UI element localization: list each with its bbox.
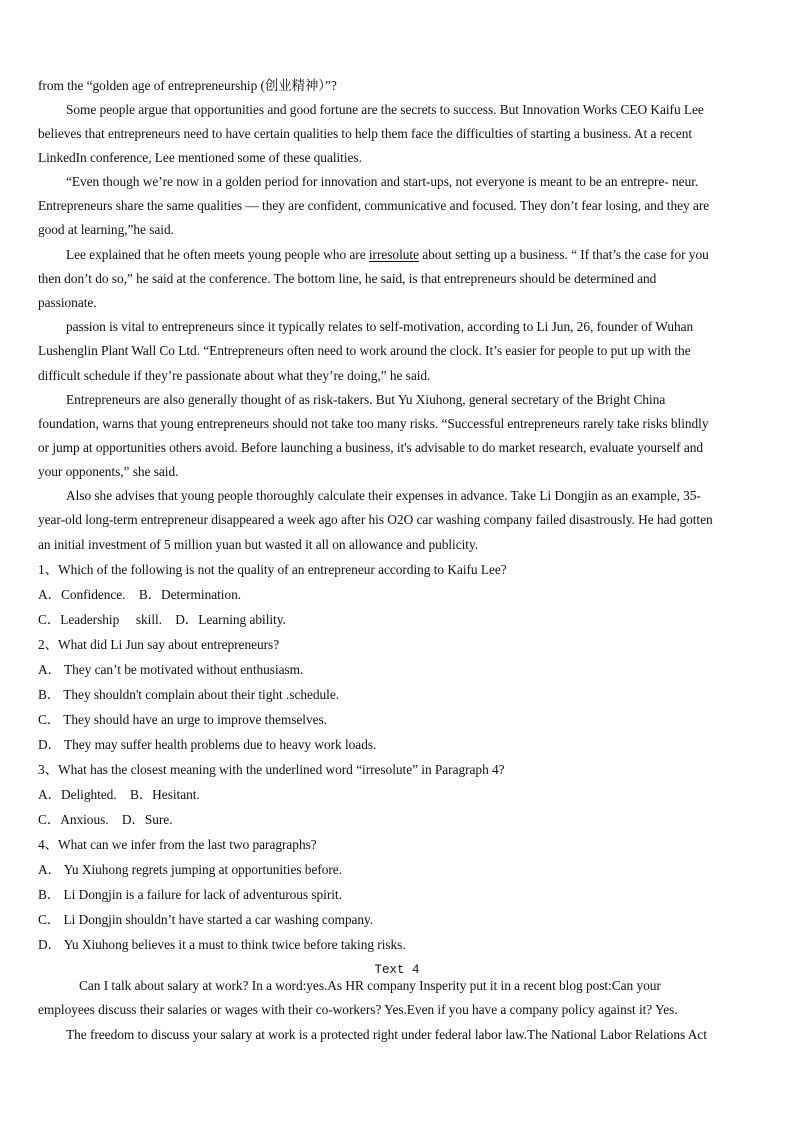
paragraph-line: difficult schedule if they’re passionate about what they’re doing,” he said.: [38, 368, 431, 383]
option-line: C． They should have an urge to improve themselves.: [38, 712, 327, 727]
text-run: about setting up a business. “ If that’s the case for you: [418, 247, 709, 262]
paragraph-line: Also she advises that young people thoroughly calculate their expenses in advance. Take Li Dongjin as an example, 35-: [66, 488, 701, 503]
question-stem: 3、What has the closest meaning with the underlined word “irresolute” in Paragraph 4?: [38, 762, 505, 777]
question-stem: 1、Which of the following is not the quality of an entrepreneur according to Kaifu Lee?: [38, 562, 507, 577]
paragraph-line: passionate.: [38, 295, 97, 310]
option-line: C． Li Dongjin shouldn’t have started a car washing company.: [38, 912, 374, 927]
option-line: C．Leadership skill. D．Learning ability.: [38, 612, 286, 627]
paragraph-line: Entrepreneurs share the same qualities — they are confident, communicative and focused. They don’t fear losing, and they are: [38, 198, 710, 213]
paragraph-line: year-old long-term entrepreneur disappeared a week ago after his O2O car washing company failed disastrously. He had gotten: [38, 512, 713, 527]
paragraph-line: “Even though we’re now in a golden period for innovation and start-ups, not everyone is meant to be an entrepre- neur.: [66, 174, 699, 189]
paragraph-line: employees discuss their salaries or wages with their co-workers? Yes.Even if you have a company policy against it? Yes.: [38, 1002, 678, 1017]
paragraph-line: an initial investment of 5 million yuan but wasted it all on allowance and publicity.: [38, 537, 479, 552]
paragraph-line: LinkedIn conference, Lee mentioned some of these qualities.: [38, 150, 362, 165]
option-line: C．Anxious. D．Sure.: [38, 812, 173, 827]
paragraph-line: foundation, warns that young entrepreneurs should not take too many risks. “Successful entrepreneurs rarely take risks blindly: [38, 416, 709, 431]
paragraph-line: [66, 247, 709, 263]
section-heading: Text 4: [374, 963, 420, 977]
option-line: B． They shouldn't complain about their tight .schedule.: [38, 687, 340, 702]
paragraph-line: passion is vital to entrepreneurs since it typically relates to self-motivation, according to Li Jun, 26, founder of Wuhan: [66, 319, 694, 334]
option-line: D． Yu Xiuhong believes it a must to think twice before taking risks.: [38, 937, 406, 952]
paragraph-line: good at learning,”he said.: [38, 222, 174, 237]
question-stem: 4、What can we infer from the last two paragraphs?: [38, 837, 317, 852]
option-line: A．Confidence. B．Determination.: [38, 587, 242, 602]
paragraph-line: The freedom to discuss your salary at work is a protected right under federal labor law.The National Labor Relations Act: [66, 1027, 707, 1042]
paragraph-line: then don’t do so,” he said at the conference. The bottom line, he said, is that entrepreneurs should be determined and: [38, 271, 657, 286]
option-line: A． Yu Xiuhong regrets jumping at opportunities before.: [38, 862, 342, 877]
question-stem: 2、What did Li Jun say about entrepreneurs?: [38, 637, 280, 652]
passage-continuation-line: from the “golden age of entrepreneurship (创业精神）”?: [38, 78, 337, 93]
option-line: A．Delighted. B．Hesitant.: [38, 787, 200, 802]
paragraph-line: Some people argue that opportunities and good fortune are the secrets to success. But Innovation Works CEO Kaifu Lee: [66, 102, 704, 117]
paragraph-line: Lushenglin Plant Wall Co Ltd. “Entrepreneurs often need to work around the clock. It’s easier for people to put up with the: [38, 343, 691, 358]
paragraph-line: believes that entrepreneurs need to have certain qualities to help them face the difficulties of starting a business. At a recent: [38, 126, 693, 141]
option-line: D． They may suffer health problems due to heavy work loads.: [38, 737, 377, 752]
paragraph-line: or jump at opportunities others avoid. Before launching a business, it's advisable to do market research, evaluate yourself and: [38, 440, 704, 455]
paragraph-line: Can I talk about salary at work? In a word:yes.As HR company Insperity put it in a recent blog post:Can your: [79, 978, 661, 993]
paragraph-line: your opponents,” she said.: [38, 464, 179, 479]
text-run: Lee explained that he often meets young people who are: [66, 247, 369, 262]
paragraph-line: Entrepreneurs are also generally thought of as risk-takers. But Yu Xiuhong, general secretary of the Bright China: [66, 392, 666, 407]
underlined-word: irresolute: [368, 247, 419, 262]
option-line: B． Li Dongjin is a failure for lack of adventurous spirit.: [38, 887, 342, 902]
option-line: A． They can’t be motivated without enthusiasm.: [38, 662, 304, 677]
